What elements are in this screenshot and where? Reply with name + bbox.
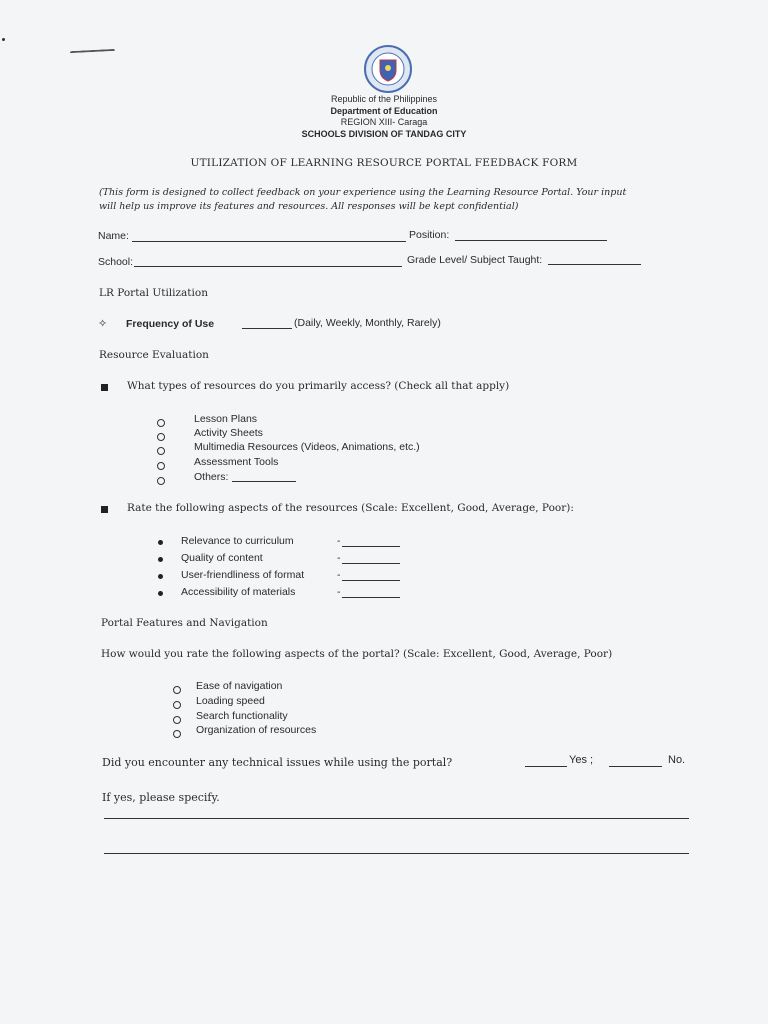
q2-item-label: User-friendliness of format — [181, 569, 305, 581]
header-division: SCHOOLS DIVISION OF TANDAG CITY — [301, 128, 467, 139]
q1-option-label: Activity Sheets — [194, 427, 263, 439]
intro-line-1: (This form is designed to collect feedback on your experience using the Learning Resource Portal. Your input — [99, 187, 627, 198]
q3-item-label: Search functionality — [196, 710, 288, 722]
q3-text: How would you rate the following aspects of the portal? (Scale: Excellent, Good, Average, Poor) — [101, 648, 613, 660]
q2-dash: - — [337, 552, 341, 564]
school-label: School: — [98, 256, 134, 268]
specify-line-1[interactable] — [104, 818, 689, 819]
form-title: UTILIZATION OF LEARNING RESOURCE PORTAL FEEDBACK FORM — [190, 157, 578, 169]
deped-seal-icon — [363, 44, 413, 94]
q2-bullet-icon — [158, 557, 163, 562]
header-department: Department of Education — [330, 105, 438, 116]
q1-option-label: Multimedia Resources (Videos, Animations, etc.) — [194, 441, 420, 453]
header-region: REGION XIII- Caraga — [340, 117, 428, 127]
q1-option-label: Others: — [194, 471, 229, 483]
q3-item-label: Loading speed — [196, 695, 265, 707]
q2-bullet-icon — [158, 540, 163, 545]
frequency-field[interactable] — [242, 328, 292, 329]
q2-rating-field[interactable] — [342, 546, 400, 547]
q3-option-checkbox[interactable] — [173, 701, 181, 709]
q1-option-checkbox[interactable] — [157, 462, 165, 470]
q1-option-checkbox[interactable] — [157, 477, 165, 485]
q2-dash: - — [337, 586, 341, 598]
q3-item-label: Ease of navigation — [196, 680, 283, 692]
q1-option-label: Assessment Tools — [194, 456, 279, 468]
q3-item-label: Organization of resources — [196, 724, 317, 736]
q1-option-checkbox[interactable] — [157, 433, 165, 441]
frequency-options: (Daily, Weekly, Monthly, Rarely) — [294, 317, 441, 329]
name-field[interactable] — [132, 241, 406, 242]
position-label: Position: — [409, 229, 450, 241]
others-field[interactable] — [232, 481, 296, 482]
evaluation-heading: Resource Evaluation — [99, 349, 209, 361]
staple-mark — [70, 49, 115, 56]
q2-text: Rate the following aspects of the resources (Scale: Excellent, Good, Average, Poor): — [127, 502, 574, 514]
q1-option-checkbox[interactable] — [157, 419, 165, 427]
q1-text: What types of resources do you primarily access? (Check all that apply) — [127, 380, 510, 392]
diamond-bullet-icon: ✧ — [98, 317, 108, 330]
q2-item-label: Quality of content — [181, 552, 263, 564]
q2-rating-field[interactable] — [342, 563, 400, 564]
q1-option-checkbox[interactable] — [157, 447, 165, 455]
frequency-label: Frequency of Use — [126, 318, 215, 330]
q5-text: If yes, please specify. — [102, 791, 220, 804]
grade-field[interactable] — [548, 264, 641, 265]
q2-bullet-icon — [158, 574, 163, 579]
name-label: Name: — [98, 230, 129, 242]
portal-heading: Portal Features and Navigation — [101, 617, 268, 629]
q2-item-label: Relevance to curriculum — [181, 535, 294, 547]
square-bullet-icon — [101, 384, 108, 391]
q2-dash: - — [337, 569, 341, 581]
q2-bullet-icon — [158, 591, 163, 596]
q4-yes-label: Yes ; — [569, 754, 594, 766]
q1-option-label: Lesson Plans — [194, 413, 258, 425]
q4-text: Did you encounter any technical issues while using the portal? — [102, 756, 453, 769]
q4-no-field[interactable] — [609, 766, 662, 767]
q3-option-checkbox[interactable] — [173, 730, 181, 738]
intro-line-2: will help us improve its features and resources. All responses will be kept confidential) — [99, 201, 519, 212]
q3-option-checkbox[interactable] — [173, 716, 181, 724]
school-field[interactable] — [134, 266, 402, 267]
square-bullet-icon — [101, 506, 108, 513]
q4-yes-field[interactable] — [525, 766, 567, 767]
grade-label: Grade Level/ Subject Taught: — [407, 254, 543, 266]
q2-rating-field[interactable] — [342, 597, 400, 598]
utilization-heading: LR Portal Utilization — [99, 287, 208, 299]
scan-mark — [2, 38, 5, 41]
q2-item-label: Accessibility of materials — [181, 586, 296, 598]
q3-option-checkbox[interactable] — [173, 686, 181, 694]
q4-no-label: No. — [668, 754, 686, 766]
specify-line-2[interactable] — [104, 853, 689, 854]
position-field[interactable] — [455, 240, 607, 241]
q2-rating-field[interactable] — [342, 580, 400, 581]
q2-dash: - — [337, 535, 341, 547]
header-republic: Republic of the Philippines — [330, 94, 438, 104]
